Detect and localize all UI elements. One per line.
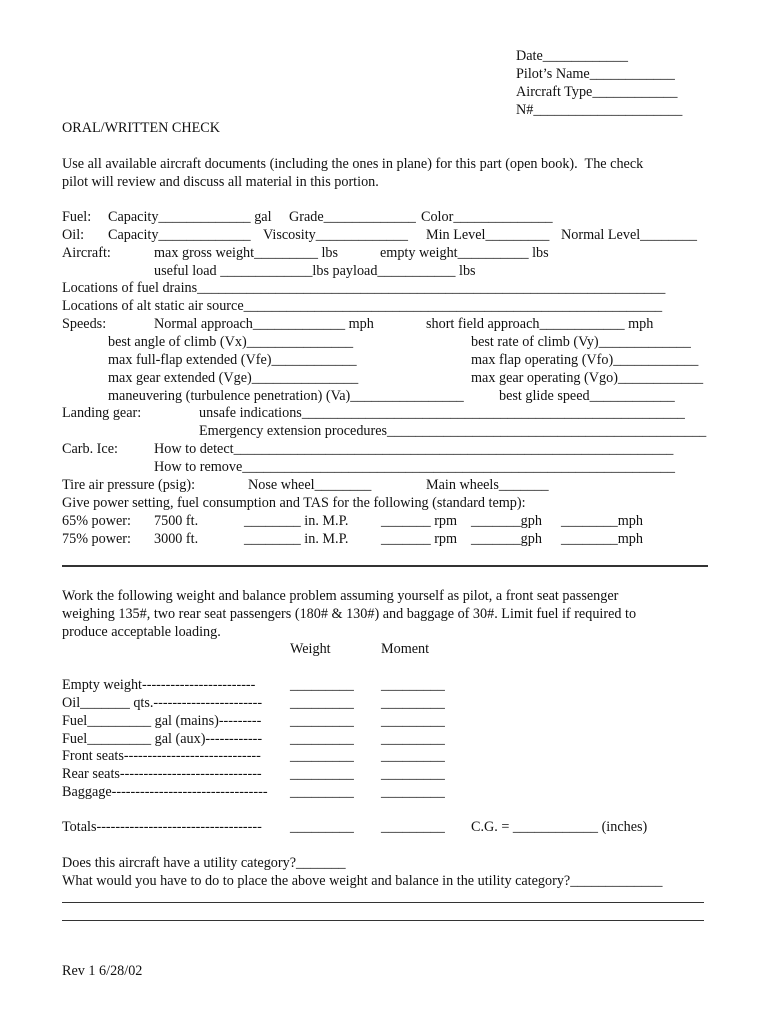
page-title: ORAL/WRITTEN CHECK	[62, 120, 221, 136]
best-glide-field[interactable]: best glide speed____________	[499, 388, 675, 404]
power-row-mp-field[interactable]: ________ in. M.P.	[244, 531, 349, 547]
alt-static-field[interactable]: Locations of alt static air source___________________________________________________________	[62, 298, 663, 314]
date-field[interactable]: Date____________	[516, 48, 628, 64]
oil-viscosity-field[interactable]: Viscosity_____________	[263, 227, 408, 243]
vx-field[interactable]: best angle of climb (Vx)_______________	[108, 334, 354, 350]
wb-row-label: Front seats-----------------------------	[62, 748, 261, 764]
short-field-approach-field[interactable]: short field approach____________ mph	[426, 316, 654, 332]
wb-row-moment-field[interactable]: _________	[381, 784, 445, 800]
unsafe-indications-field[interactable]: unsafe indications______________________________________________________	[199, 405, 685, 421]
wb-row-weight-field[interactable]: _________	[290, 748, 354, 764]
power-row-rpm-field[interactable]: _______ rpm	[381, 513, 458, 529]
wb-row-weight-field[interactable]: _________	[290, 784, 354, 800]
power-row-gph-field[interactable]: _______gph	[471, 531, 542, 547]
power-row-label: 75% power:	[62, 531, 131, 547]
va-field[interactable]: maneuvering (turbulence penetration) (Va)________________	[108, 388, 464, 404]
wb-intro-line-1: Work the following weight and balance problem assuming yourself as pilot, a front seat passenger	[62, 588, 619, 604]
wb-intro-line-2: weighing 135#, two rear seat passengers (180# & 130#) and baggage of 30#. Limit fuel if required to	[62, 606, 637, 622]
wb-row-label: Rear seats------------------------------	[62, 766, 262, 782]
power-row-mph-field[interactable]: ________mph	[561, 531, 643, 547]
carb-ice-detect-field[interactable]: How to detect______________________________________________________________	[154, 441, 674, 457]
vy-field[interactable]: best rate of climb (Vy)_____________	[471, 334, 691, 350]
wb-row-label: Baggage---------------------------------	[62, 784, 268, 800]
vgo-field[interactable]: max gear operating (Vgo)____________	[471, 370, 704, 386]
power-row-rpm-field[interactable]: _______ rpm	[381, 531, 458, 547]
totals-label: Totals-----------------------------------	[62, 819, 262, 835]
revision-footer: Rev 1 6/28/02	[62, 963, 143, 979]
cg-field[interactable]: C.G. = ____________ (inches)	[471, 819, 648, 835]
max-gross-weight-field[interactable]: max gross weight_________ lbs	[154, 245, 339, 261]
aircraft-label: Aircraft:	[62, 245, 111, 261]
wb-row-moment-field[interactable]: _________	[381, 748, 445, 764]
fuel-label: Fuel:	[62, 209, 92, 225]
fuel-drains-field[interactable]: Locations of fuel drains__________________________________________________________________	[62, 280, 666, 296]
answer-line[interactable]	[62, 920, 704, 921]
wb-row-label: Oil_______ qts.-----------------------	[62, 695, 263, 711]
empty-weight-field[interactable]: empty weight__________ lbs	[380, 245, 549, 261]
speeds-label: Speeds:	[62, 316, 107, 332]
wb-row-weight-field[interactable]: _________	[290, 695, 354, 711]
oil-capacity-field[interactable]: Capacity_____________	[108, 227, 251, 243]
wb-row-label: Fuel_________ gal (aux)------------	[62, 731, 263, 747]
wb-row-weight-field[interactable]: _________	[290, 713, 354, 729]
section-divider	[62, 565, 708, 567]
nose-wheel-field[interactable]: Nose wheel________	[248, 477, 372, 493]
normal-approach-field[interactable]: Normal approach_____________ mph	[154, 316, 374, 332]
intro-line-1: Use all available aircraft documents (including the ones in plane) for this part (open book). The check	[62, 156, 644, 172]
oil-normal-level-field[interactable]: Normal Level________	[561, 227, 697, 243]
wb-row-label: Fuel_________ gal (mains)---------	[62, 713, 262, 729]
vfo-field[interactable]: max flap operating (Vfo)____________	[471, 352, 699, 368]
fuel-capacity-field[interactable]: Capacity_____________ gal	[108, 209, 272, 225]
vge-field[interactable]: max gear extended (Vge)_______________	[108, 370, 359, 386]
totals-moment-field[interactable]: _________	[381, 819, 445, 835]
totals-weight-field[interactable]: _________	[290, 819, 354, 835]
wb-row-moment-field[interactable]: _________	[381, 766, 445, 782]
wb-intro-line-3: produce acceptable loading.	[62, 624, 221, 640]
carb-ice-label: Carb. Ice:	[62, 441, 118, 457]
power-row-gph-field[interactable]: _______gph	[471, 513, 542, 529]
vfe-field[interactable]: max full-flap extended (Vfe)____________	[108, 352, 357, 368]
useful-load-field[interactable]: useful load _____________lbs payload___________ lbs	[154, 263, 476, 279]
moment-column-header: Moment	[381, 641, 430, 657]
tire-pressure-label: Tire air pressure (psig):	[62, 477, 196, 493]
emergency-extension-field[interactable]: Emergency extension procedures_____________________________________________	[199, 423, 707, 439]
oil-min-level-field[interactable]: Min Level_________	[426, 227, 550, 243]
intro-line-2: pilot will review and discuss all material in this portion.	[62, 174, 379, 190]
power-row-mp-field[interactable]: ________ in. M.P.	[244, 513, 349, 529]
weight-column-header: Weight	[290, 641, 331, 657]
wb-row-moment-field[interactable]: _________	[381, 713, 445, 729]
wb-row-weight-field[interactable]: _________	[290, 766, 354, 782]
wb-row-label: Empty weight------------------------	[62, 677, 256, 693]
power-row-altitude: 3000 ft.	[154, 531, 199, 547]
utility-placement-question[interactable]: What would you have to do to place the above weight and balance in the utility category?_____________	[62, 873, 663, 889]
fuel-color-field[interactable]: Color______________	[421, 209, 553, 225]
pilot-name-field[interactable]: Pilot’s Name____________	[516, 66, 675, 82]
wb-row-moment-field[interactable]: _________	[381, 731, 445, 747]
power-row-altitude: 7500 ft.	[154, 513, 199, 529]
oil-label: Oil:	[62, 227, 85, 243]
answer-line[interactable]	[62, 902, 704, 903]
aircraft-type-field[interactable]: Aircraft Type____________	[516, 84, 678, 100]
wb-row-weight-field[interactable]: _________	[290, 677, 354, 693]
carb-ice-remove-field[interactable]: How to remove_____________________________________________________________	[154, 459, 675, 475]
utility-category-question[interactable]: Does this aircraft have a utility category?_______	[62, 855, 346, 871]
power-row-label: 65% power:	[62, 513, 131, 529]
power-row-mph-field[interactable]: ________mph	[561, 513, 643, 529]
fuel-grade-field[interactable]: Grade_____________	[289, 209, 416, 225]
power-intro: Give power setting, fuel consumption and TAS for the following (standard temp):	[62, 495, 526, 511]
main-wheels-field[interactable]: Main wheels_______	[426, 477, 549, 493]
wb-row-moment-field[interactable]: _________	[381, 677, 445, 693]
landing-gear-label: Landing gear:	[62, 405, 142, 421]
n-number-field[interactable]: N#_____________________	[516, 102, 683, 118]
wb-row-moment-field[interactable]: _________	[381, 695, 445, 711]
wb-row-weight-field[interactable]: _________	[290, 731, 354, 747]
